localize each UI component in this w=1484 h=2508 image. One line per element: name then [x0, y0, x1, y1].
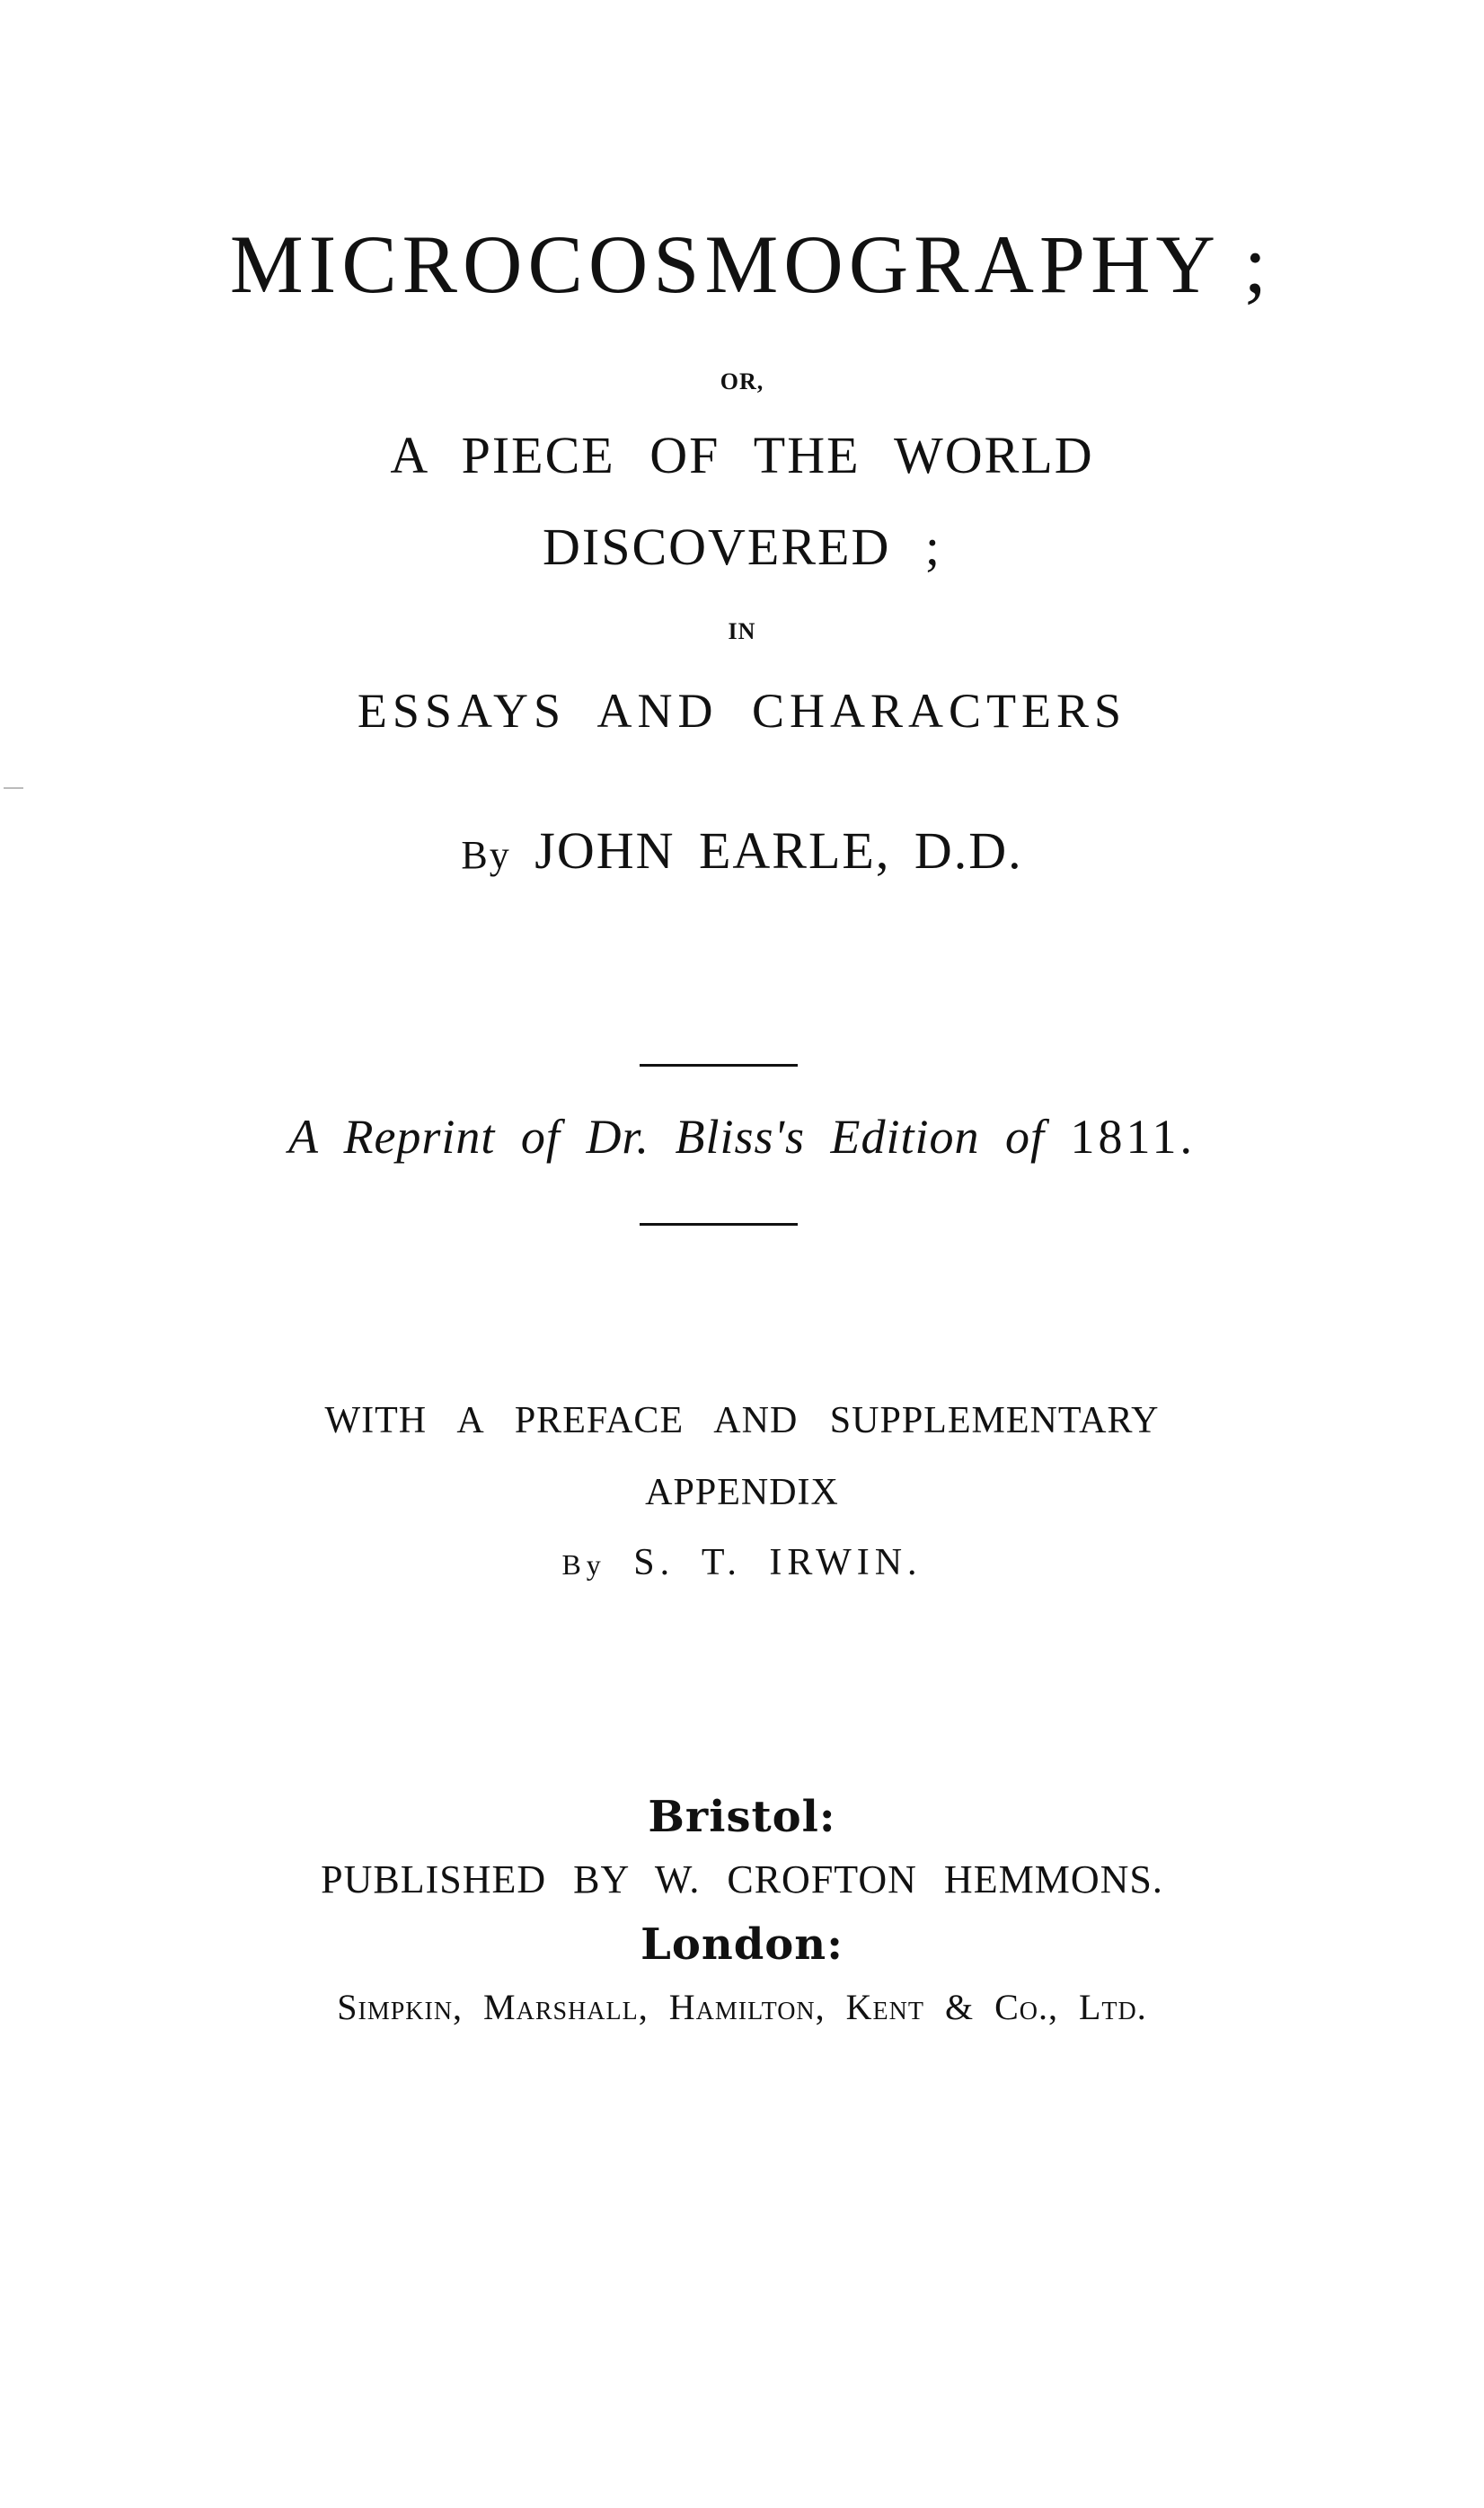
- publisher-line-1: PUBLISHED BY W. CROFTON HEMMONS.: [321, 1857, 1163, 1901]
- subtitle-line-2: DISCOVERED ;: [543, 518, 941, 576]
- scan-mark: [4, 787, 23, 789]
- publisher-line-2: Simpkin, Marshall, Hamilton, Kent & Co., Ltd.: [337, 1987, 1147, 2027]
- preface-line-2: APPENDIX: [645, 1472, 839, 1513]
- author-line: [0, 821, 1484, 880]
- reprint-year: 1811.: [1070, 1110, 1197, 1164]
- editor-line: [0, 1544, 1484, 1582]
- essays-and-characters: ESSAYS AND CHARACTERS: [357, 684, 1127, 738]
- in-connector: IN: [728, 618, 756, 644]
- bottom-rule: [640, 1223, 798, 1226]
- or-connector: OR,: [720, 368, 764, 394]
- preface-line-1: WITH A PREFACE AND SUPPLEMENTARY: [324, 1400, 1160, 1441]
- editor-name: S. T. IRWIN.: [633, 1542, 923, 1583]
- reprint-text: A Reprint of Dr. Bliss's Edition of: [287, 1110, 1046, 1164]
- author-name: JOHN EARLE, D.D.: [534, 821, 1023, 880]
- author-by: By: [461, 833, 511, 877]
- place-bristol: Bristol:: [648, 1792, 836, 1842]
- top-rule: [640, 1064, 798, 1067]
- reprint-line: [0, 1110, 1484, 1164]
- place-london: London:: [640, 1919, 844, 1970]
- book-title: MICROCOSMOGRAPHY ;: [229, 218, 1273, 310]
- subtitle-line-1: A PIECE OF THE WORLD: [390, 426, 1094, 484]
- editor-by: By: [561, 1548, 606, 1581]
